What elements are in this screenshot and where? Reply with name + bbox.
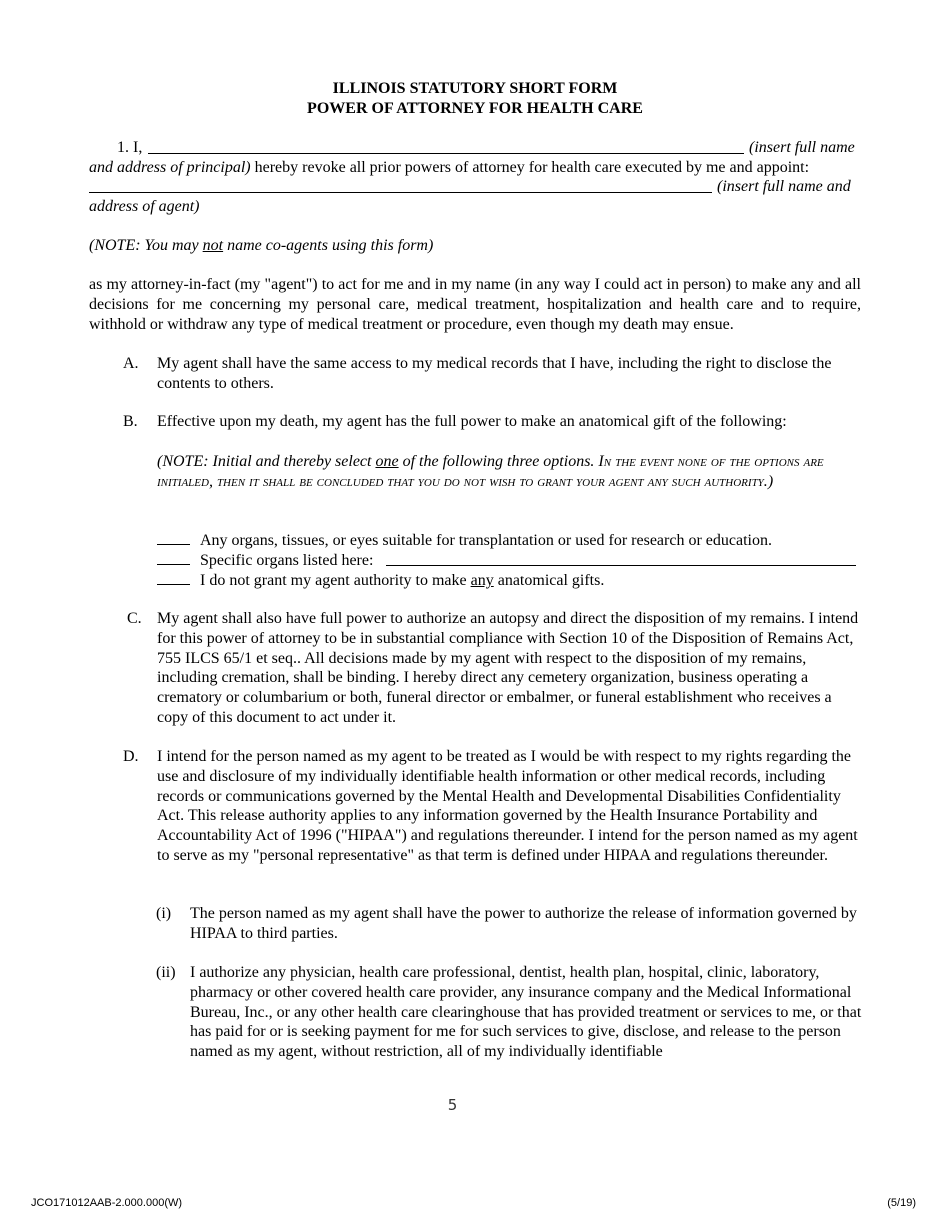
title-line-2: POWER OF ATTORNEY FOR HEALTH CARE <box>307 100 643 117</box>
item-b-label: B. <box>123 413 138 430</box>
initial-blank-2[interactable] <box>157 550 190 565</box>
revoke-text: hereby revoke all prior powers of attorney for health care executed by me and appoint: <box>250 159 810 176</box>
item-d-sub-ii-label: (ii) <box>156 964 176 981</box>
intro-paragraph: as my attorney-in-fact (my "agent") to act for me and in my name (in any way I could act in person) to make any and all decisions for me concerning my personal care, medical treatment, hospitalization and health care and to require, withhold or withdraw any type of medical treatment or procedure, even though my death may ensue. <box>89 276 861 333</box>
initial-blank-1[interactable] <box>157 530 190 545</box>
option-3-before: I do not grant my agent authority to make <box>200 572 471 589</box>
agent-hint-1: (insert full name and <box>717 178 851 195</box>
item-c-text: My agent shall also have full power to authorize an autopsy and direct the disposition of my remains. I intend for this power of attorney to be in substantial compliance with Section 10 of the Disposition of Remains Act, 755 ILCS 65/1 et seq.. All decisions made by my agent with respect to the disposition of my remains, including cremation, shall be binding. I hereby direct any cemetery organization, business operating a crematory or columbarium or both, funeral director or embalmer, or funeral establishment who receives a copy of this document to act under it. <box>157 610 859 726</box>
note-coagents-underlined: not <box>202 237 224 254</box>
footer-doc-code: JCO171012AAB-2.000.000(W) <box>31 1197 183 1209</box>
agent-name-field[interactable] <box>89 192 712 193</box>
principal-hint-1: (insert full name <box>749 139 855 156</box>
item-b-note <box>157 452 872 492</box>
anatomical-option-2 <box>157 550 373 571</box>
item-a-label: A. <box>123 355 139 372</box>
item-d-text: I intend for the person named as my agent to be treated as I would be with respect to my rights regarding the use and disclosure of my individually identifiable health information or other medical records, including records or communications governed by the Mental Health and Developmental Disabilities Confidentiality Act. This release authority applies to any information governed by the Health Insurance Portability and Accountability Act of 1996 ("HIPAA") and regulations thereunder. I intend for the person named as my agent to serve as my "personal representative" as that term is defined under HIPAA and regulations thereunder. <box>157 748 858 864</box>
agent-hint-2: address of agent) <box>89 198 200 215</box>
principal-hint-2: and address of principal) <box>89 159 251 176</box>
option-2-text: Specific organs listed here: <box>200 552 374 569</box>
initial-blank-3[interactable] <box>157 570 190 585</box>
note-coagents-before: (NOTE: You may <box>89 237 203 254</box>
item-b-text: Effective upon my death, my agent has the full power to make an anatomical gift of the following: <box>157 413 787 430</box>
section1-prefix: 1. I, <box>117 139 143 156</box>
item-b-note-before: (NOTE: Initial and thereby select <box>157 453 376 470</box>
option-1-text: Any organs, tissues, or eyes suitable for transplantation or used for research or education. <box>200 532 772 549</box>
item-a-text: My agent shall have the same access to my medical records that I have, including the right to disclose the contents to others. <box>157 355 832 392</box>
page-number: 5 <box>447 1096 458 1114</box>
item-d-sub-ii-text: I authorize any physician, health care professional, dentist, health plan, hospital, clinic, laboratory, pharmacy or other covered health care provider, any insurance company and the Medical Informational Bureau, Inc., or any other health care clearinghouse that has provided treatment or services to me, or that has paid for or is seeking payment for me for such services to give, disclose, and release to the person named as my agent, without restriction, all of my individually identifiable <box>190 964 862 1061</box>
anatomical-option-1 <box>157 530 772 551</box>
item-b-note-underlined: one <box>375 453 399 470</box>
option-3-underlined: any <box>470 572 494 589</box>
item-b-note-caps: n the event none of the options are initialed, then it shall be concluded that you do not wish to grant your agent any such authority. <box>157 453 824 490</box>
note-coagents <box>89 236 433 256</box>
note-coagents-after: name co-agents using this form) <box>223 237 434 254</box>
item-b-note-after: of the following three options. I <box>398 453 604 470</box>
option-3-after: anatomical gifts. <box>493 572 605 589</box>
item-b-note-close: ) <box>767 472 774 490</box>
principal-name-field[interactable] <box>148 153 744 154</box>
title-line-1: ILLINOIS STATUTORY SHORT FORM <box>332 80 618 97</box>
footer-page-of: (5/19) <box>887 1197 916 1209</box>
item-d-label: D. <box>123 748 139 765</box>
specific-organs-field[interactable] <box>386 565 856 566</box>
item-c-label: C. <box>127 610 142 627</box>
item-d-sub-i-text: The person named as my agent shall have the power to authorize the release of information governed by HIPAA to third parties. <box>190 905 857 942</box>
anatomical-option-3 <box>157 570 604 591</box>
section1-line-2 <box>89 158 809 178</box>
item-d-sub-i-label: (i) <box>156 905 172 922</box>
